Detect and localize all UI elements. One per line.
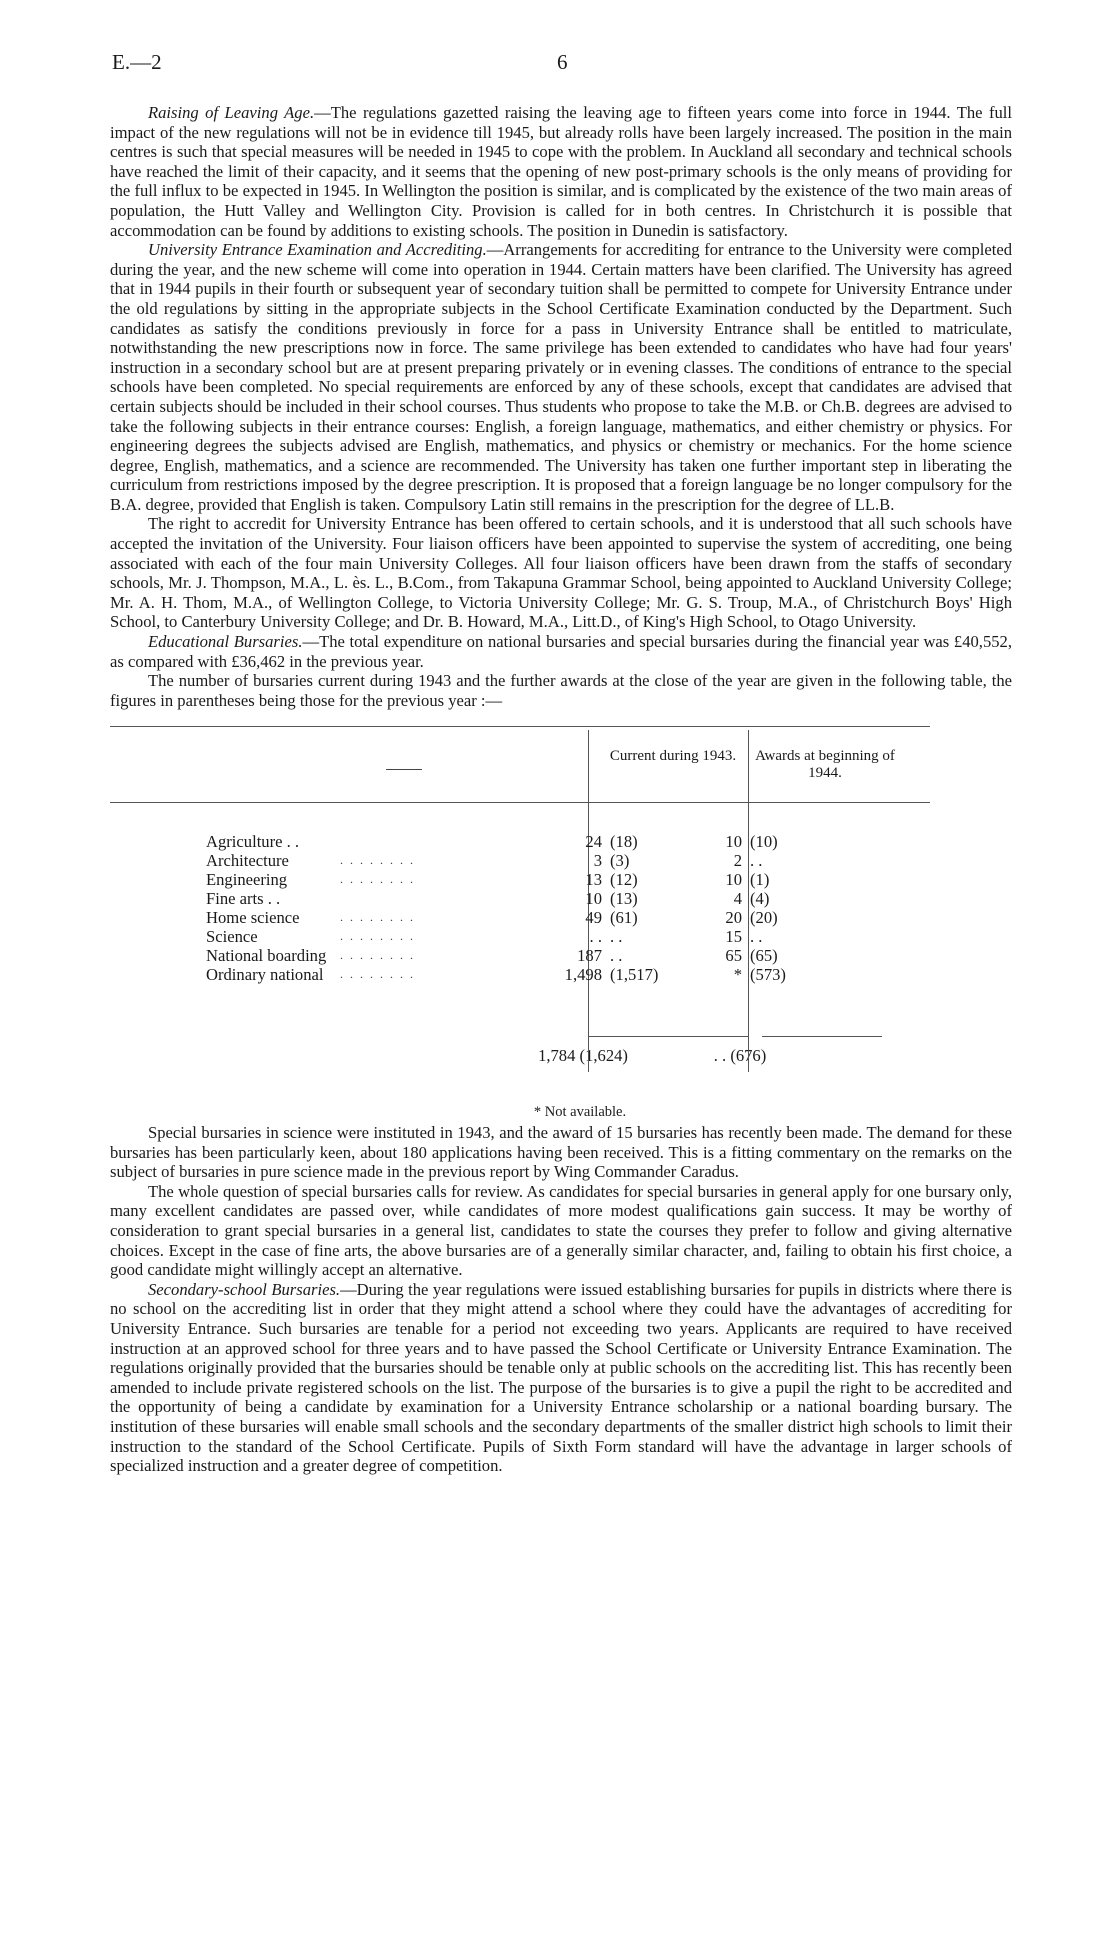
paragraph-text: —The regulations gazetted raising the leaving age to fifteen years come into force in 1944. The full impact of the new regulations will not be in evidence till 1945, but already rolls have been largely increased. The position in the main centres is such that special measures will be needed in 1945 to cope with the problem. In Auckland all secondary and technical schools have reached the limit of their capacity, and it seems that the opening of new post-primary schools is the only means of providing for the full influx to be expected in 1945. In Wellington the position is similar, and is complicated by the existence of the two main areas of population, the Hutt Valley and Wellington City. Provision is called for in both centres. In Christchurch it is possible that accommodation can be found by additions to existing schools. The position in Dunedin is satisfactory.: [110, 103, 1013, 240]
table-footnote: * Not available.: [533, 1104, 627, 1121]
award-value: 10: [725, 832, 742, 852]
award-value: 15: [725, 927, 742, 947]
current-previous: . .: [610, 927, 623, 947]
table-row: [110, 908, 1012, 927]
current-value: 3: [593, 851, 602, 871]
paragraph-text: Special bursaries in science were instituted in 1943, and the award of 15 bursaries has recently been made. The demand for these bursaries has been particularly keen, about 180 applications having been received. This is a fitting commentary on the remarks on the subject of bursaries in pure science made in the previous report by Wing Commander Caradus.: [110, 1123, 1012, 1182]
paragraph-text: —Arrangements for accrediting for entrance to the University were completed during the year, and the new scheme will come into operation in 1944. Certain matters have been clarified. The University has agreed that in 1944 pupils in their fourth or subsequent year of secondary tuition shall be permitted to compete for University Entrance under the old regulations by sitting in the appropriate subjects in the School Certificate Examination conducted by the Department. Such candidates as satisfy the conditions previously in force for a pass in University Entrance shall be entitled to matriculate, notwithstanding the new prescriptions now in force. The same privilege has been extended to candidates who have had four years' instruction in a secondary school but are at present preparing privately or in evening classes. The conditions of entrance to the special schools have been completed. No special requirements are enforced by any of these schools, except that candidates are advised that certain subjects should be included in their school courses. Thus students who propose to take the M.B. or Ch.B. degrees are advised to take the following subjects in their entrance courses: English, a foreign language, mathematics, and either chemistry or physics. For engineering degrees the subjects advised are English, mathematics, and physics or chemistry or mechanics. For the home science degree, English, mathematics, and a science are recommended. The University has taken one further important step in liberating the curriculum from restrictions imposed by the degree prescription. It is proposed that a foreign language be no longer compulsory for the B.A. degree, provided that English is taken. Compulsory Latin still remains in the prescription for the degree of LL.B.: [110, 240, 1013, 514]
row-label: Home science: [206, 908, 300, 928]
current-value: 10: [585, 889, 602, 909]
award-previous: (1): [750, 870, 770, 890]
row-label: Architecture: [206, 851, 289, 871]
award-value: 65: [725, 946, 742, 966]
paragraph-leaving-age: [110, 103, 1012, 240]
row-label: Fine arts . .: [206, 889, 281, 909]
award-value: 2: [733, 851, 742, 871]
paragraph-educational-bursaries: [110, 632, 1012, 671]
current-value: 24: [585, 832, 602, 852]
award-value: *: [733, 965, 742, 985]
table-row: [110, 832, 1012, 851]
paragraph-text: —The total expenditure on national bursaries and special bursaries during the financial year was £40,552, as compared with £36,462 in the previous year.: [110, 632, 1012, 671]
current-value: 1,498: [564, 965, 602, 985]
paragraph-accrediting: [110, 514, 1012, 632]
paragraph-special-bursaries: [110, 1123, 1012, 1182]
paragraph-heading: Educational Bursaries.: [148, 632, 303, 652]
row-label: Science: [206, 927, 258, 947]
paragraph-heading: University Entrance Examination and Accrediting.: [148, 240, 487, 260]
paragraph-table-intro: [110, 671, 1012, 710]
award-previous: (20): [750, 908, 778, 928]
paragraph-heading: Secondary-school Bursaries.: [148, 1279, 341, 1299]
paragraph-university-entrance: [110, 240, 1012, 514]
award-previous: . .: [750, 851, 763, 871]
total-current: 1,784 (1,624): [538, 1046, 628, 1066]
leader-dots: . . . . . . . .: [340, 910, 415, 925]
award-value: 20: [725, 908, 742, 928]
table-row: [110, 889, 1012, 908]
paragraph-text: The number of bursaries current during 1943 and the further awards at the close of the year are given in the following table, the figures in parentheses being those for the previous year :—: [110, 671, 1012, 710]
table-row: [110, 965, 1012, 984]
paragraph-secondary-school-bursaries: [110, 1280, 1012, 1476]
award-value: 4: [733, 889, 742, 909]
current-previous: . .: [610, 946, 623, 966]
award-previous: (4): [750, 889, 770, 909]
leader-dots: . . . . . . . .: [340, 948, 415, 963]
award-previous: . .: [750, 927, 763, 947]
total-rule-current: [588, 1036, 748, 1037]
current-previous: (13): [610, 889, 638, 909]
row-label: Agriculture . .: [206, 832, 300, 852]
row-label: Engineering: [206, 870, 288, 890]
current-previous: (3): [610, 851, 630, 871]
current-previous: (12): [610, 870, 638, 890]
table-row: [110, 927, 1012, 946]
column-header-current: Current during 1943.: [609, 748, 737, 765]
row-label: National boarding: [206, 946, 327, 966]
body-text: [110, 103, 1012, 1476]
table-top-rule: [110, 726, 930, 727]
current-value: 13: [585, 870, 602, 890]
table-row: [110, 870, 1012, 889]
bursaries-table: [110, 720, 1012, 1103]
current-value: 49: [585, 908, 602, 928]
total-awards: . . (676): [713, 1046, 767, 1066]
column-divider: [588, 1036, 589, 1072]
report-reference: E.—2: [112, 50, 162, 74]
page-number: 6: [557, 50, 568, 74]
leader-dots: . . . . . . . .: [340, 853, 415, 868]
leader-dots: . . . . . . . .: [340, 967, 415, 982]
paragraph-text: The whole question of special bursaries calls for review. As candidates for special bursaries in general apply for one bursary only, many excellent candidates are passed over, while candidates of more modest qualifications gain success. It may be worthy of consideration to grant special bursaries in a general list, candidates to state the courses they prefer to follow and giving alternative choices. Except in the case of fine arts, the above bursaries are of a generally similar character, and, failing to obtain his first choice, a good candidate might willingly accept an alternative.: [110, 1181, 1012, 1280]
award-previous: (573): [750, 965, 786, 985]
table-row: [110, 946, 1012, 965]
award-value: 10: [725, 870, 742, 890]
leader-dots: . . . . . . . .: [340, 872, 415, 887]
column-divider: [748, 1036, 749, 1072]
table-row: [110, 851, 1012, 870]
paragraph-review: [110, 1182, 1012, 1280]
current-value: . .: [589, 927, 602, 947]
award-previous: (65): [750, 946, 778, 966]
column-header-awards: Awards at beginning of 1944.: [755, 748, 895, 782]
paragraph-heading: Raising of Leaving Age.: [148, 103, 315, 122]
page-header: [112, 50, 1012, 80]
header-rule: [110, 802, 930, 803]
paragraph-text: —During the year regulations were issued establishing bursaries for pupils in districts where there is no school on the accrediting list in order that they might attend a school where they could have the advantages of accrediting for University Entrance. Such bursaries are tenable for a period not exceeding two years. Applicants are required to have received instruction at an approved school for three years and to have passed the School Certificate or University Entrance Examination. The regulations originally provided that the bursaries should be tenable only at public schools on the accrediting list. This has recently been amended to include private registered schools on the list. The purpose of the bursaries is to give a pupil the right to be accredited and the opportunity of being a candidate by examination for a University Entrance scholarship or a national boarding bursary. The institution of these bursaries will enable small schools and the secondary departments of the smaller district high schools to limit their instruction to the standard of the School Certificate. Pupils of Sixth Form standard will have the advantage in larger schools of specialized instruction and a greater degree of competition.: [110, 1279, 1012, 1476]
stub-heading-dash: [386, 769, 422, 770]
row-label: Ordinary national: [206, 965, 324, 985]
total-rule-awards: [762, 1036, 882, 1037]
current-value: 187: [577, 946, 602, 966]
award-previous: (10): [750, 832, 778, 852]
leader-dots: . . . . . . . .: [340, 929, 415, 944]
current-previous: (61): [610, 908, 638, 928]
paragraph-text: The right to accredit for University Entrance has been offered to certain schools, and it is understood that all such schools have accepted the invitation of the University. Four liaison officers have been appointed to supervise the system of accrediting, one being associated with each of the four main University Colleges. All four liaison officers have been drawn from the staffs of secondary schools, Mr. J. Thompson, M.A., L. ès. L., B.Com., from Takapuna Grammar School, being appointed to Auckland University College; Mr. A. H. Thom, M.A., of Wellington College, to Victoria University College; Mr. G. S. Troup, M.A., of Christchurch Boys' High School, to Canterbury University College; and Dr. B. Howard, M.A., Litt.D., of King's High School, to Otago University.: [110, 514, 1012, 632]
current-previous: (1,517): [610, 965, 659, 985]
current-previous: (18): [610, 832, 638, 852]
